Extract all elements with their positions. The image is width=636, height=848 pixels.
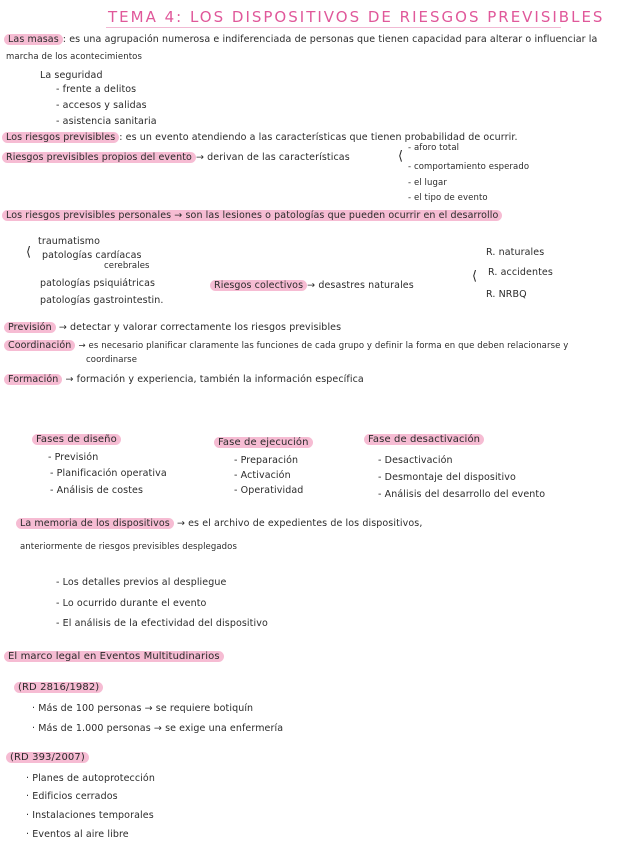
fase-item: - Análisis del desarrollo del evento	[378, 489, 546, 500]
fase-item: - Activación	[234, 470, 291, 481]
personales-item: traumatismo	[38, 236, 101, 247]
derivan-item: - el lugar	[408, 178, 447, 188]
personales-line	[2, 210, 502, 222]
rd1-item: · Más de 1.000 personas → se exige una enfermería	[32, 723, 284, 734]
page-title: TEMA 4: LOS DISPOSITIVOS DE RIESGOS PREVISIBLES	[108, 8, 605, 26]
masas-term: Las masas	[4, 34, 63, 45]
memoria-item: - Lo ocurrido durante el evento	[56, 598, 207, 609]
rd2-label: (RD 393/2007)	[6, 752, 89, 764]
colectivos-label: Riesgos colectivos	[210, 280, 307, 291]
fase-item: - Operatividad	[234, 485, 304, 496]
fase-desactivacion-title: Fase de desactivación	[364, 434, 484, 446]
bracket: ⟨	[26, 245, 32, 260]
fase-item: - Preparación	[234, 455, 299, 466]
fase-ejecucion-title: Fase de ejecución	[214, 437, 313, 449]
riesgos-propios	[2, 152, 350, 164]
derivan-item: - comportamiento esperado	[408, 162, 530, 172]
bullet-text: → es necesario planificar claramente las funciones de cada grupo y definir la forma en que deben relacionarse y	[78, 341, 569, 351]
memoria-text: → es el archivo de expedientes de los dispositivos,	[176, 518, 423, 529]
bullet-text: → detectar y valorar correctamente los riesgos previsibles	[58, 322, 342, 333]
bracket: ⟨	[398, 149, 404, 164]
seguridad-item: - frente a delitos	[56, 84, 137, 95]
seguridad-item: - asistencia sanitaria	[56, 116, 157, 127]
bullet-term: Previsión	[4, 322, 56, 333]
masas-definition	[4, 34, 597, 46]
personales-item: cerebrales	[104, 261, 150, 271]
fase-item: - Planificación operativa	[50, 468, 167, 479]
bullet-term: Coordinación	[4, 340, 75, 351]
rd2-item: · Eventos al aire libre	[26, 829, 129, 840]
colectivos-item: R. accidentes	[488, 267, 553, 278]
colectivos-item: R. naturales	[486, 247, 545, 258]
memoria-term: La memoria de los dispositivos	[16, 518, 174, 529]
derivan-item: - el tipo de evento	[408, 193, 488, 203]
bullet-text-cont: coordinarse	[86, 355, 138, 365]
memoria-item: - Los detalles previos al despliegue	[56, 577, 227, 588]
personales-item: patologías gastrointestin.	[40, 295, 164, 306]
fase-item: - Análisis de costes	[50, 485, 144, 496]
marco-title: El marco legal en Eventos Multitudinarios	[4, 651, 224, 663]
rd2-item: · Instalaciones temporales	[26, 810, 154, 821]
bullet-formacion	[4, 374, 364, 386]
riesgos-propios-label: Riesgos previsibles propios del evento	[2, 152, 196, 163]
personales-item: patologías psiquiátricas	[40, 278, 156, 289]
fase-diseno-title: Fases de diseño	[32, 434, 121, 446]
rd1-label: (RD 2816/1982)	[14, 682, 103, 694]
colectivos-line	[210, 280, 414, 292]
bullet-coordinacion	[4, 340, 568, 352]
fase-item: - Desmontaje del dispositivo	[378, 472, 516, 483]
bullet-term: Formación	[4, 374, 62, 385]
seguridad-label: La seguridad	[40, 70, 103, 81]
rd1-item: · Más de 100 personas → se requiere botiquín	[32, 703, 254, 714]
memoria-line	[16, 518, 422, 530]
masas-def-line2: marcha de los acontecimientos	[6, 52, 142, 62]
bracket: ⟨	[472, 269, 478, 284]
seguridad-item: - accesos y salidas	[56, 100, 147, 111]
bullet-text: → formación y experiencia, también la información específica	[65, 374, 364, 385]
title-underline	[106, 27, 561, 28]
fase-item: - Previsión	[48, 452, 99, 463]
memoria-text-cont: anteriormente de riesgos previsibles desplegados	[20, 542, 237, 552]
derivan-item: - aforo total	[408, 143, 460, 153]
riesgos-def-text: : es un evento atendiendo a las características que tienen probabilidad de ocurrir.	[119, 132, 518, 143]
riesgos-term: Los riesgos previsibles	[2, 132, 119, 143]
rd2-item: · Edificios cerrados	[26, 791, 118, 802]
fase-item: - Desactivación	[378, 455, 453, 466]
masas-def-text: : es una agrupación numerosa e indiferenciada de personas que tienen capacidad para alterar o influenciar la	[62, 34, 598, 45]
riesgos-propios-arrow: → derivan de las características	[195, 152, 350, 163]
rd2-item: · Planes de autoprotección	[26, 773, 155, 784]
colectivos-item: R. NRBQ	[486, 289, 527, 300]
personales-text: Los riesgos previsibles personales → son las lesiones o patologías que pueden ocurrir en el desarrollo	[2, 210, 502, 221]
personales-item: patologías cardíacas	[42, 250, 142, 261]
memoria-item: - El análisis de la efectividad del dispositivo	[56, 618, 268, 629]
colectivos-arrow: → desastres naturales	[307, 280, 414, 291]
bullet-prevision	[4, 322, 341, 334]
